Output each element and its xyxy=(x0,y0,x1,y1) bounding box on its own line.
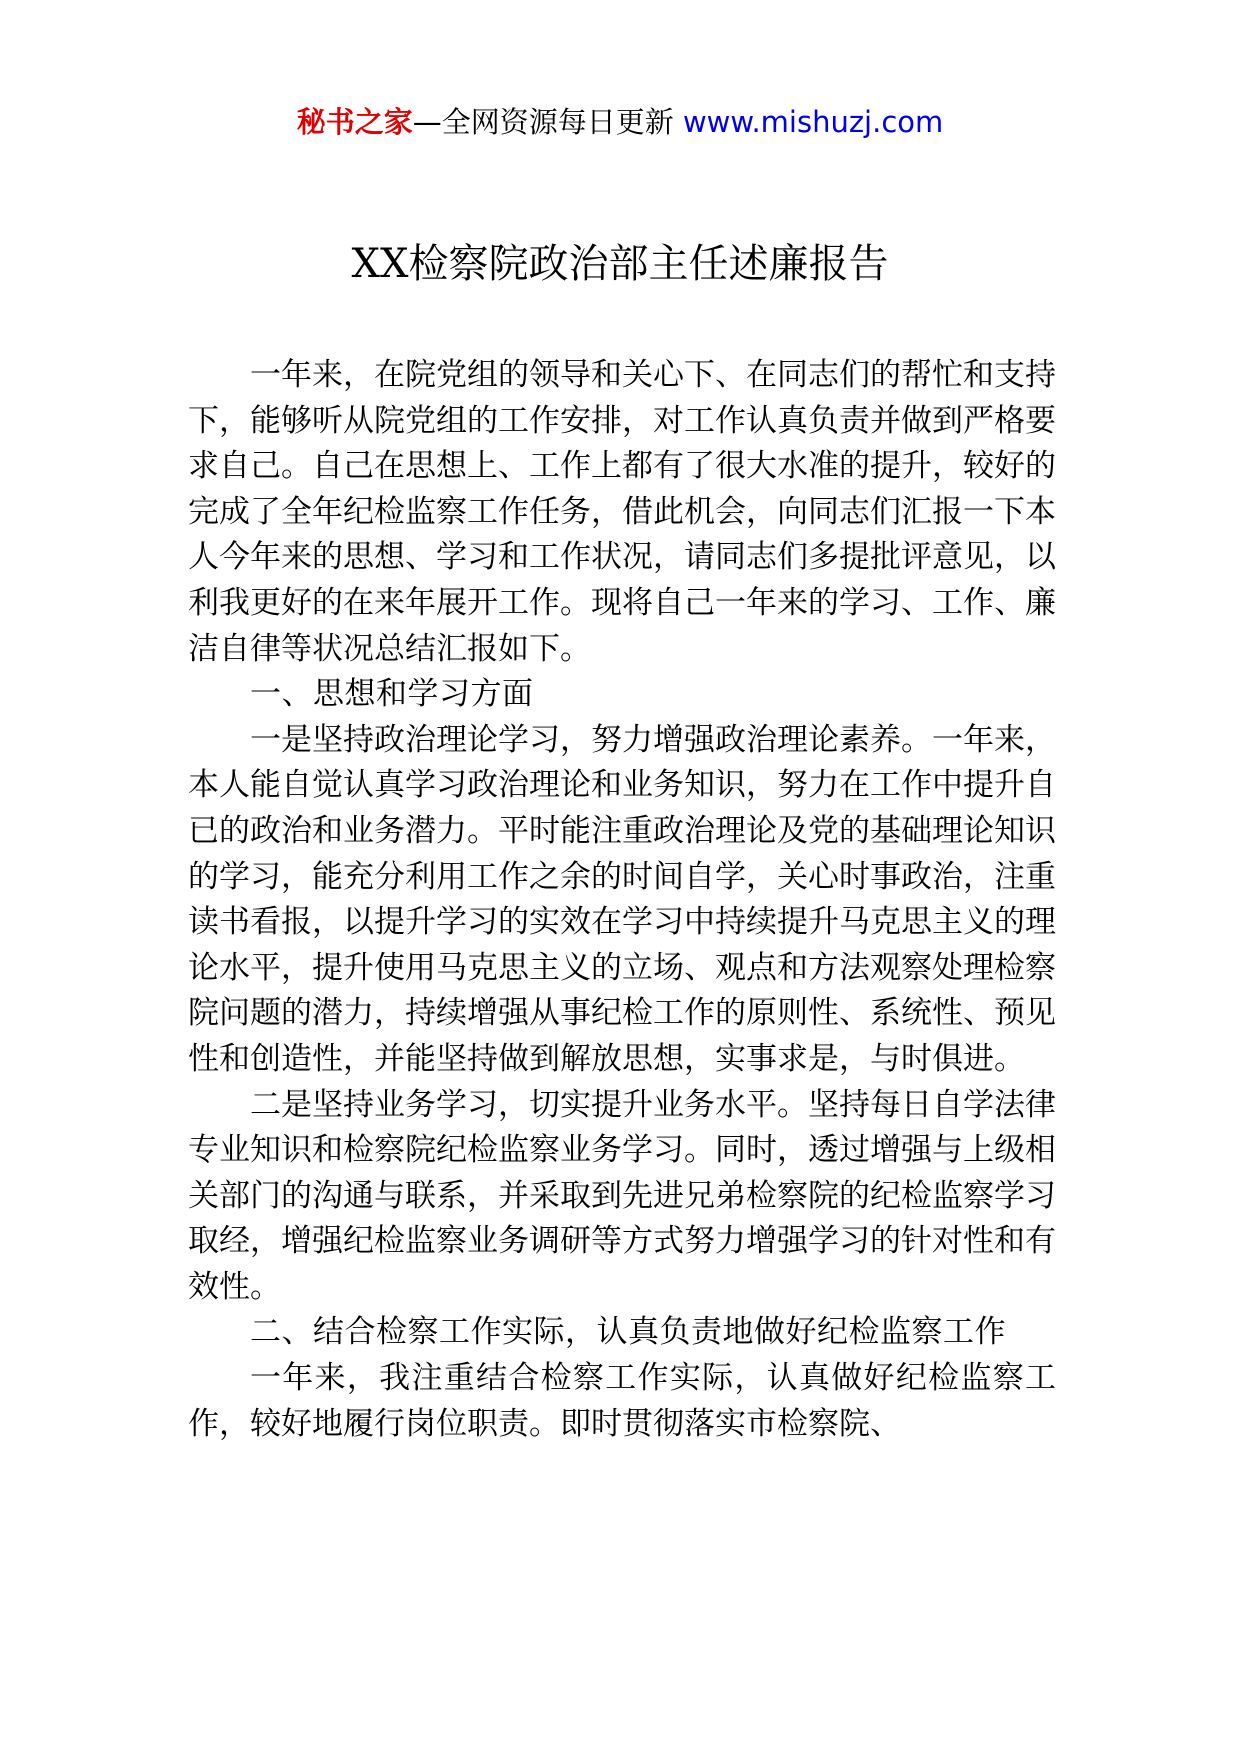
page-header xyxy=(0,102,1240,142)
brand-name: 秘书之家 xyxy=(296,105,413,139)
document-body xyxy=(188,353,1056,1447)
paragraph-political-study: 一是坚持政治理论学习，努力增强政治理论素养。一年来，本人能自觉认真学习政治理论和业务知识，努力在工作中提升自已的政治和业务潜力。平时能注重政治理论及党的基础理论知识的学习，能充分利用工作之余的时间自学，关心时事政治，注重读书看报，以提升学习的实效在学习中持续提升马克思主义的理论水平，提升使用马克思主义的立场、观点和方法观察处理检察院问题的潜力，持续增强从事纪检工作的原则性、系统性、预见性和创造性，并能坚持做到解放思想，实事求是，与时俱进。 xyxy=(188,721,1056,1077)
paragraph-business-study: 二是坚持业务学习，切实提升业务水平。坚持每日自学法律专业知识和检察院纪检监察业务学习。同时，透过增强与上级相关部门的沟通与联系，并采取到先进兄弟检察院的纪检监察学习取经，增强纪检监察业务调研等方式努力增强学习的针对性和有效性。 xyxy=(188,1086,1056,1305)
section-heading-1: 一、思想和学习方面 xyxy=(250,676,534,713)
header-slogan: —全网资源每日更新 xyxy=(412,105,683,139)
document-title: XX检察院政治部主任述廉报告 xyxy=(351,241,889,287)
section-heading-2: 二、结合检察工作实际，认真负责地做好纪检监察工作 xyxy=(250,1314,1006,1351)
paragraph-intro: 一年来，在院党组的领导和关心下、在同志们的帮忙和支持下，能够听从院党组的工作安排，对工作认真负责并做到严格要求自己。自己在思想上、工作上都有了很大水准的提升，较好的完成了全年纪检监察工作任务，借此机会，向同志们汇报一下本人今年来的思想、学习和工作状况，请同志们多提批评意见，以利我更好的在来年展开工作。现将自己一年来的学习、工作、廉洁自律等状况总结汇报如下。 xyxy=(188,357,1056,667)
paragraph-work: 一年来，我注重结合检察工作实际，认真做好纪检监察工作，较好地履行岗位职责。即时贯彻落实市检察院、 xyxy=(188,1360,1056,1442)
site-url-link[interactable]: www.mishuzj.com xyxy=(682,105,944,139)
